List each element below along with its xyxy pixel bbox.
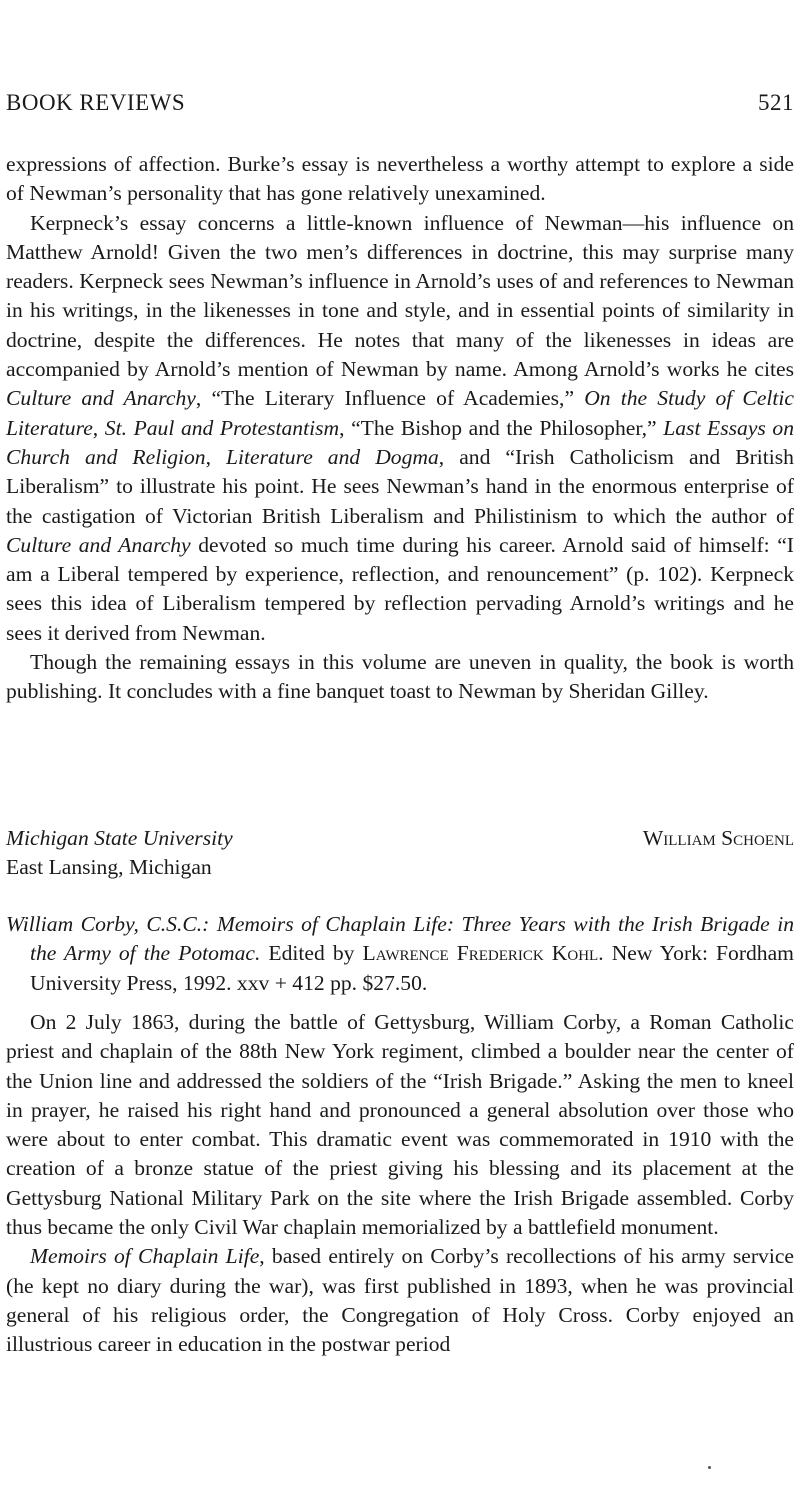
speck-mark	[708, 1466, 711, 1469]
book-publication: . New York: Fordham University Press, 1992. xxv + 412 pp. $27.50.	[30, 941, 794, 995]
review-body-1	[6, 150, 794, 707]
paragraph: On 2 July 1863, during the battle of Gettysburg, William Corby, a Roman Catholic priest and chaplain of the 88th New York regiment, climbed a boulder near the center of the Union line and addressed the soldiers of the “Irish Brigade.” Asking the men to kneel in prayer, he raised his right hand and pronounced a general absolution over those who were about to enter combat. This dramatic event was commemorated in 1910 with the creation of a bronze statue of the priest giving his blessing and its placement at the Gettysburg National Military Park on the site where the Irish Brigade assembled. Corby thus became the only Civil War chaplain memorialized by a battlefield monument.	[6, 1010, 794, 1240]
book-title: William Corby, C.S.C.: Memoirs of Chaplain Life: Three Years with the Irish Brigade in the Army of the Potomac.	[6, 912, 794, 966]
book-citation: William Corby, C.S.C.: Memoirs of Chaplain Life: Three Years with the Irish Brigade in the Army of the Potomac. Edited by Lawrence Frederick Kohl. New York: Fordham University Press, 1992. xxv + 412 pp. $27.50.	[6, 912, 794, 995]
page-number: 521	[758, 90, 794, 115]
reviewer-signature	[6, 824, 794, 883]
reviewer-name: William Schoenl	[642, 826, 794, 850]
reviewer-institution: Michigan State University	[6, 826, 233, 850]
book-editor: Lawrence Frederick Kohl	[362, 941, 599, 966]
paragraph: Though the remaining essays in this volume are uneven in quality, the book is worth publishing. It concludes with a fine banquet toast to Newman by Sheridan Gilley.	[6, 650, 794, 704]
reviewer-location: East Lansing, Michigan	[6, 855, 212, 880]
paragraph: Kerpneck’s essay concerns a little-known influence of Newman—his influence on Matthew Arnold! Given the two men’s differences in doctrine, this may surprise many readers. Kerpneck sees Newman’s influence in Arnold’s uses of and references to Newman in his writings, in the likenesses in tone and style, and in essential points of similarity in doctrine, despite the differences. He notes that many of the likenesses in ideas are accompanied by Arnold’s mention of Newman by name. Among Arnold’s works he cites Culture and Anarchy, “The Literary Influence of Academies,” On the Study of Celtic Literature, St. Paul and Protestantism, “The Bishop and the Philosopher,” Last Essays on Church and Religion, Literature and Dogma, and “Irish Catholicism and British Liberalism” to illustrate his point. He sees Newman’s hand in the enormous enterprise of the castigation of Victorian British Liberalism and Philistinism to which the author of Culture and Anarchy devoted so much time during his career. Arnold said of himself: “I am a Liberal tempered by experience, reflection, and renouncement” (p. 102). Kerpneck sees this idea of Liberalism tempered by reflection pervading Arnold’s writings and he sees it derived from Newman.	[6, 210, 794, 645]
paragraph: Memoirs of Chaplain Life, based entirely on Corby’s recollections of his army service (he kept no diary during the war), was first published in 1893, when he was provincial general of his religious order, the Congregation of Holy Cross. Corby enjoyed an illustrious career in education in the postwar period	[6, 1244, 794, 1357]
paragraph: expressions of affection. Burke’s essay is nevertheless a worthy attempt to explore a side of Newman’s personality that has gone relatively unexamined.	[6, 152, 794, 206]
review-body-2	[6, 1008, 794, 1360]
running-header	[6, 90, 794, 116]
section-title: BOOK REVIEWS	[6, 90, 186, 115]
